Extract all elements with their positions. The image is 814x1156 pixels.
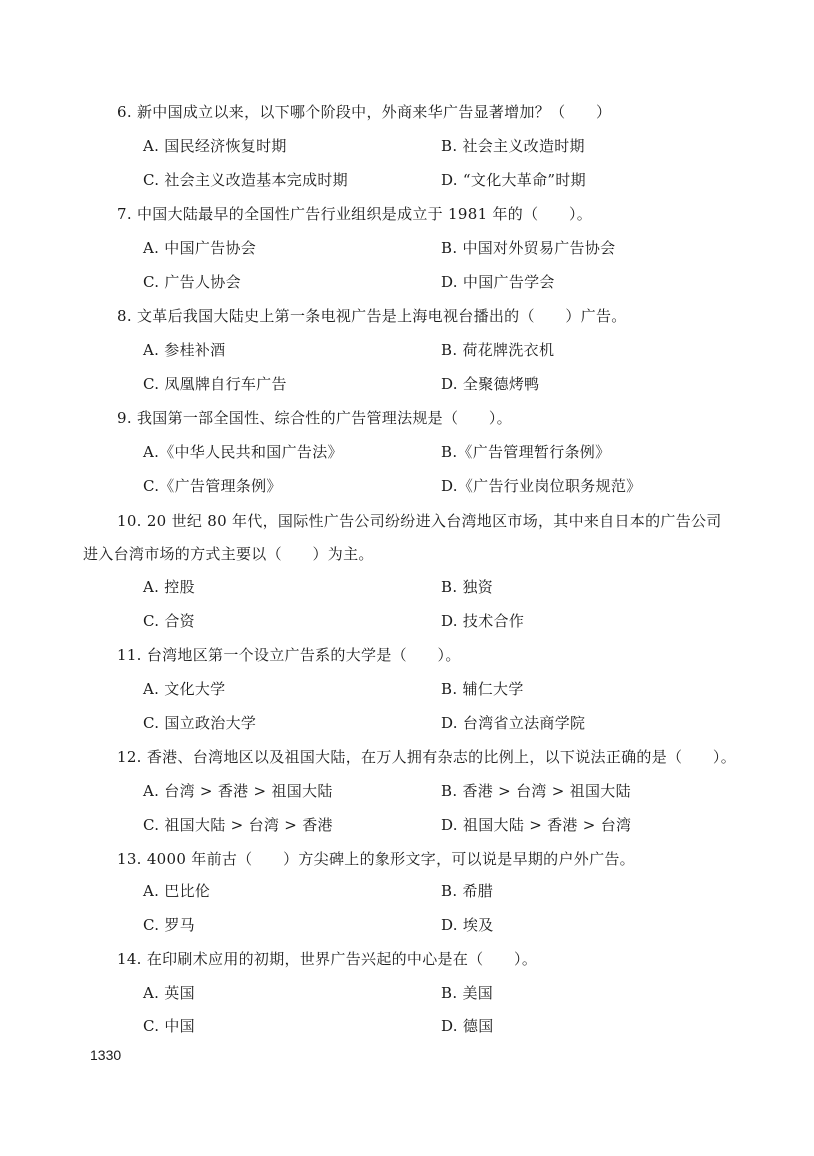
question-9-option-b: B.《广告管理暂行条例》: [441, 443, 611, 461]
question-12-option-a: A. 台湾 > 香港 > 祖国大陆: [143, 782, 333, 800]
question-6-option-c: C. 社会主义改造基本完成时期: [143, 171, 348, 189]
question-8-option-a: A. 参桂补酒: [143, 341, 226, 359]
question-10-option-c: C. 合资: [143, 612, 195, 630]
question-10-option-d: D. 技术合作: [441, 612, 525, 630]
question-7-stem: 7. 中国大陆最早的全国性广告行业组织是成立于 1981 年的（ ）。: [117, 205, 593, 223]
question-9-option-a: A.《中华人民共和国广告法》: [143, 443, 343, 461]
question-12-stem: 12. 香港、台湾地区以及祖国大陆，在万人拥有杂志的比例上，以下说法正确的是（ ）。: [117, 748, 737, 766]
question-11-option-d: D. 台湾省立法商学院: [441, 714, 586, 732]
question-8-option-b: B. 荷花牌洗衣机: [441, 341, 555, 359]
question-6-option-b: B. 社会主义改造时期: [441, 137, 585, 155]
question-10-stem-continued: 进入台湾市场的方式主要以（ ）为主。: [83, 545, 374, 563]
page-number: 1330: [90, 1047, 122, 1063]
question-8-option-d: D. 全聚德烤鸭: [441, 375, 540, 393]
question-14-option-b: B. 美国: [441, 984, 494, 1002]
question-11-stem: 11. 台湾地区第一个设立广告系的大学是（ ）。: [117, 646, 461, 664]
question-14-option-d: D. 德国: [441, 1017, 494, 1035]
question-14-option-a: A. 英国: [143, 984, 195, 1002]
question-13-option-b: B. 希腊: [441, 882, 494, 900]
question-12-option-d: D. 祖国大陆 > 香港 > 台湾: [441, 816, 632, 834]
question-14-option-c: C. 中国: [143, 1017, 195, 1035]
question-13-option-d: D. 埃及: [441, 916, 494, 934]
question-10-stem: 10. 20 世纪 80 年代，国际性广告公司纷纷进入台湾地区市场，其中来自日本的广告公司: [117, 512, 722, 530]
question-6-stem: 6. 新中国成立以来，以下哪个阶段中，外商来华广告显著增加？（ ）: [117, 103, 612, 121]
question-10-option-a: A. 控股: [143, 578, 195, 596]
question-11-option-c: C. 国立政治大学: [143, 714, 257, 732]
question-11-option-a: A. 文化大学: [143, 680, 226, 698]
question-8-stem: 8. 文革后我国大陆史上第一条电视广告是上海电视台播出的（ ）广告。: [117, 307, 627, 325]
question-6-option-d: D. “文化大革命”时期: [441, 171, 586, 189]
question-11-option-b: B. 辅仁大学: [441, 680, 524, 698]
question-7-option-d: D. 中国广告学会: [441, 273, 555, 291]
question-12-option-c: C. 祖国大陆 > 台湾 > 香港: [143, 816, 333, 834]
question-7-option-a: A. 中国广告协会: [143, 239, 257, 257]
question-6-option-a: A. 国民经济恢复时期: [143, 137, 287, 155]
question-12-option-b: B. 香港 > 台湾 > 祖国大陆: [441, 782, 631, 800]
question-9-option-c: C.《广告管理条例》: [143, 477, 282, 495]
question-13-option-c: C. 罗马: [143, 916, 195, 934]
question-8-option-c: C. 凤凰牌自行车广告: [143, 375, 287, 393]
question-7-option-b: B. 中国对外贸易广告协会: [441, 239, 616, 257]
question-13-option-a: A. 巴比伦: [143, 882, 211, 900]
question-10-option-b: B. 独资: [441, 578, 494, 596]
question-14-stem: 14. 在印刷术应用的初期，世界广告兴起的中心是在（ ）。: [117, 950, 538, 968]
question-7-option-c: C. 广告人协会: [143, 273, 241, 291]
question-9-option-d: D.《广告行业岗位职务规范》: [441, 477, 642, 495]
question-13-stem: 13. 4000 年前古（ ）方尖碑上的象形文字，可以说是早期的户外广告。: [117, 850, 635, 868]
question-9-stem: 9. 我国第一部全国性、综合性的广告管理法规是（ ）。: [117, 409, 512, 427]
